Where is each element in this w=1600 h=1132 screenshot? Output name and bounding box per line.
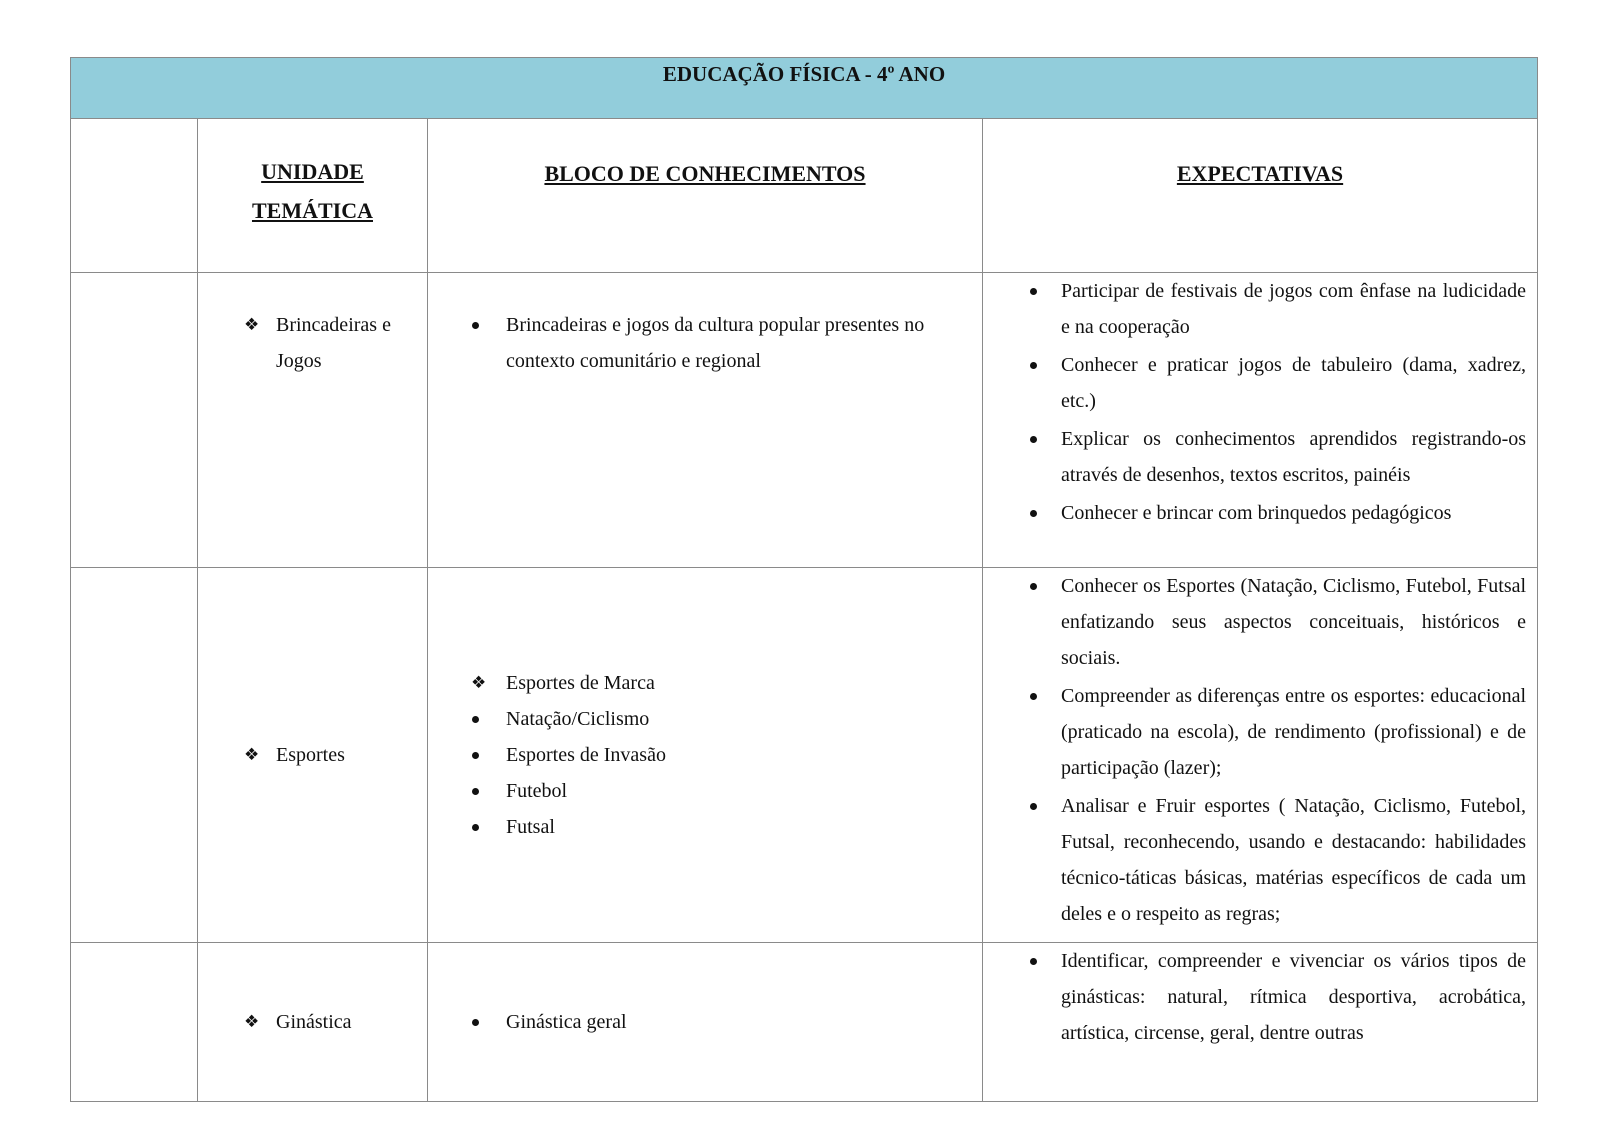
empty-cell <box>71 273 198 568</box>
unit-label: Esportes <box>276 744 345 766</box>
dot-bullet-icon <box>1030 510 1037 517</box>
expectativas-cell <box>983 273 1538 568</box>
list-item <box>983 568 1537 676</box>
header-unidade-line1: UNIDADE <box>261 159 364 184</box>
document-page <box>70 57 1537 1044</box>
list-item <box>983 788 1537 932</box>
list-item-text: Futsal <box>506 816 555 838</box>
list-item <box>428 307 982 379</box>
list-item-text: Analisar e Fruir esportes ( Natação, Ciclismo, Futebol, Futsal, reconhecendo, usando e destacando: habilidades técnico-táticas básicas, matérias específicos de cada um deles e o respeito as regras; <box>1061 795 1527 925</box>
unit-label: Brincadeiras e Jogos <box>276 314 391 372</box>
unit-item <box>198 737 427 773</box>
unit-label: Ginástica <box>276 1011 352 1033</box>
empty-header-cell <box>71 119 198 273</box>
expectativas-list <box>983 568 1537 932</box>
list-item-text: Identificar, compreender e vivenciar os vários tipos de ginásticas: natural, rítmica desportiva, acrobática, artística, circense, geral, dentre outras <box>1061 950 1527 1044</box>
list-item-text: Esportes de Invasão <box>506 744 666 766</box>
table-row <box>71 943 1538 1102</box>
unit-item <box>198 307 427 379</box>
list-item <box>983 347 1537 419</box>
header-unidade-line2: TEMÁTICA <box>251 198 373 223</box>
list-item <box>983 495 1537 531</box>
list-item <box>428 737 982 773</box>
list-item <box>983 678 1537 786</box>
dot-bullet-icon <box>472 1019 479 1026</box>
dot-bullet-icon <box>472 788 479 795</box>
bloco-cell <box>428 568 983 943</box>
list-item-text: Esportes de Marca <box>506 672 655 694</box>
dot-bullet-icon <box>1030 958 1037 965</box>
diamond-bullet-icon: ❖ <box>244 745 260 765</box>
table-row <box>71 568 1538 943</box>
bloco-list <box>428 1004 982 1040</box>
dot-bullet-icon <box>1030 693 1037 700</box>
dot-bullet-icon <box>472 716 479 723</box>
unit-cell <box>198 943 428 1102</box>
list-item-text: Futebol <box>506 780 568 802</box>
list-item-text: Natação/Ciclismo <box>506 708 650 730</box>
curriculum-table <box>70 57 1538 1102</box>
table-row <box>71 273 1538 568</box>
list-item-text: Conhecer e brincar com brinquedos pedagógicos <box>1061 502 1452 524</box>
bloco-cell <box>428 273 983 568</box>
bloco-list <box>428 665 982 845</box>
dot-bullet-icon <box>472 752 479 759</box>
dot-bullet-icon <box>1030 803 1037 810</box>
list-item <box>428 665 982 701</box>
list-item-text: Participar de festivais de jogos com ênfase na ludicidade e na cooperação <box>1061 280 1527 338</box>
diamond-bullet-icon: ❖ <box>244 315 260 335</box>
expectativas-cell <box>983 568 1538 943</box>
header-unidade-tematica <box>198 119 428 273</box>
list-item-text: Conhecer os Esportes (Natação, Ciclismo, Futebol, Futsal enfatizando seus aspectos conceituais, históricos e sociais. <box>1061 575 1527 669</box>
unit-item <box>198 1004 427 1040</box>
list-item <box>983 421 1537 493</box>
list-item <box>428 701 982 737</box>
list-item-text: Conhecer e praticar jogos de tabuleiro (dama, xadrez, etc.) <box>1061 354 1527 412</box>
list-item <box>428 809 982 845</box>
dot-bullet-icon <box>472 824 479 831</box>
dot-bullet-icon <box>1030 583 1037 590</box>
dot-bullet-icon <box>1030 288 1037 295</box>
list-item <box>428 773 982 809</box>
header-row <box>71 119 1538 273</box>
list-item <box>983 273 1537 345</box>
dot-bullet-icon <box>1030 362 1037 369</box>
list-item <box>983 943 1537 1051</box>
list-item-text: Compreender as diferenças entre os esportes: educacional (praticado na escola), de rendimento (profissional) e de participação (lazer); <box>1061 685 1527 779</box>
unit-cell <box>198 568 428 943</box>
table-title: EDUCAÇÃO FÍSICA - 4º ANO <box>71 58 1538 119</box>
expectativas-cell <box>983 943 1538 1102</box>
expectativas-list <box>983 273 1537 531</box>
diamond-bullet-icon: ❖ <box>244 1012 260 1032</box>
empty-cell <box>71 943 198 1102</box>
list-item-text: Explicar os conhecimentos aprendidos registrando-os através de desenhos, textos escritos, painéis <box>1061 428 1527 486</box>
list-item-text: Brincadeiras e jogos da cultura popular presentes no contexto comunitário e regional <box>506 314 925 372</box>
list-item <box>428 1004 982 1040</box>
bloco-cell <box>428 943 983 1102</box>
bloco-list <box>428 307 982 379</box>
dot-bullet-icon <box>1030 436 1037 443</box>
unit-cell <box>198 273 428 568</box>
diamond-bullet-icon: ❖ <box>471 673 487 693</box>
header-bloco-conhecimentos: BLOCO DE CONHECIMENTOS <box>428 119 983 273</box>
expectativas-list <box>983 943 1537 1051</box>
dot-bullet-icon <box>472 322 479 329</box>
header-expectativas: EXPECTATIVAS <box>983 119 1538 273</box>
list-item-text: Ginástica geral <box>506 1011 627 1033</box>
empty-cell <box>71 568 198 943</box>
